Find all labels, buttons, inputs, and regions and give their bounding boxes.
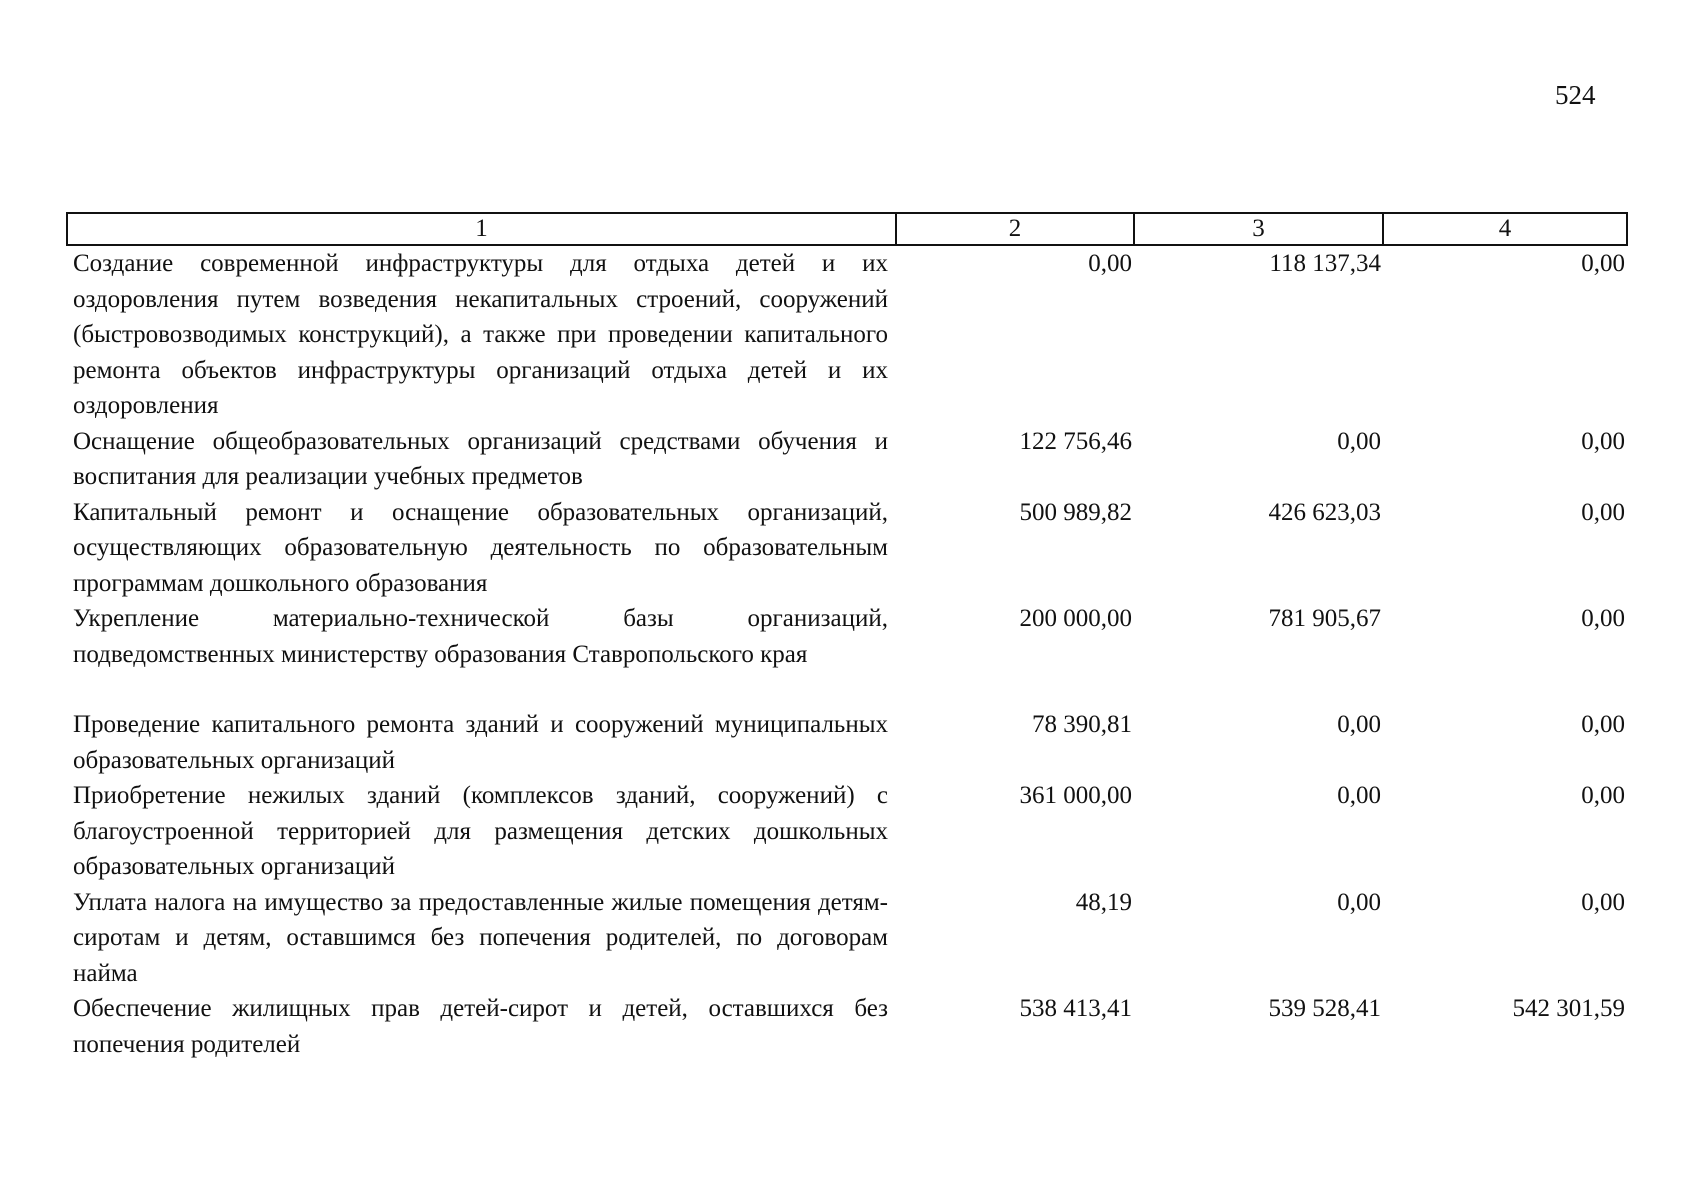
row-description: Уплата налога на имущество за предоставленные жилые помещения детям-сиротам и детям, оставшимся без попечения родителей, по договорам найма [73, 888, 888, 987]
row-value-col-2: 78 390,81 [1032, 711, 1132, 738]
page-number: 524 [1555, 80, 1596, 110]
row-value-col-4: 0,00 [1581, 711, 1625, 738]
header-col-1: 1 [67, 213, 896, 245]
table-body [67, 245, 1627, 1062]
row-value-col-4: 0,00 [1581, 605, 1625, 632]
row-value-col-3: 426 623,03 [1268, 498, 1381, 526]
row-value-col-4: 0,00 [1581, 498, 1625, 526]
table-row [67, 601, 1627, 707]
budget-table [66, 212, 1628, 1062]
table-row [67, 245, 1627, 424]
row-value-col-4: 0,00 [1581, 888, 1625, 916]
row-value-col-3: 0,00 [1337, 888, 1381, 916]
row-description: Создание современной инфраструктуры для отдыха детей и их оздоровления путем возведения некапитальных строений, сооружений (быстровозводимых конструкций), а также при проведении капитального ремонта объектов инфраструктуры организаций отдыха детей и их оздоровления [73, 250, 888, 419]
table-row [67, 707, 1627, 778]
row-value-col-3: 0,00 [1337, 427, 1381, 455]
row-description: Укрепление материально-технической базы организаций, подведомственных министерству образования Ставропольского края [73, 605, 888, 668]
row-value-col-2: 200 000,00 [1019, 605, 1132, 632]
row-value-col-3: 0,00 [1337, 711, 1381, 738]
budget-table-container [66, 212, 1626, 1062]
row-description: Проведение капитального ремонта зданий и сооружений муниципальных образовательных организаций [73, 711, 888, 774]
row-value-col-2: 361 000,00 [1019, 782, 1132, 809]
row-value-col-2: 538 413,41 [1019, 995, 1132, 1022]
row-value-col-2: 0,00 [1088, 250, 1132, 277]
table-header [67, 213, 1627, 245]
table-row [67, 495, 1627, 602]
row-value-col-2: 122 756,46 [1019, 427, 1132, 455]
row-value-col-3: 781 905,67 [1268, 605, 1381, 632]
row-value-col-3: 118 137,34 [1269, 250, 1381, 277]
row-description: Обеспечение жилищных прав детей-сирот и детей, оставшихся без попечения родителей [73, 995, 888, 1058]
row-value-col-4: 0,00 [1581, 782, 1625, 809]
row-description: Капитальный ремонт и оснащение образовательных организаций, осуществляющих образовательную деятельность по образовательным программам дошкольного образования [73, 498, 888, 597]
header-row [67, 213, 1627, 245]
row-value-col-4: 0,00 [1581, 250, 1625, 277]
row-value-col-3: 0,00 [1337, 782, 1381, 809]
row-value-col-3: 539 528,41 [1268, 995, 1381, 1022]
row-value-col-4: 542 301,59 [1512, 995, 1625, 1022]
header-col-3: 3 [1134, 213, 1383, 245]
row-value-col-2: 500 989,82 [1019, 498, 1132, 526]
table-row [67, 778, 1627, 885]
row-value-col-2: 48,19 [1075, 888, 1132, 916]
table-row [67, 885, 1627, 992]
row-description: Приобретение нежилых зданий (комплексов зданий, сооружений) с благоустроенной территорией для размещения детских дошкольных образовательных организаций [73, 782, 888, 880]
row-value-col-4: 0,00 [1581, 427, 1625, 455]
header-col-4: 4 [1383, 213, 1627, 245]
table-row [67, 991, 1627, 1062]
header-col-2: 2 [896, 213, 1134, 245]
table-row [67, 424, 1627, 495]
row-description: Оснащение общеобразовательных организаций средствами обучения и воспитания для реализации учебных предметов [73, 427, 888, 490]
